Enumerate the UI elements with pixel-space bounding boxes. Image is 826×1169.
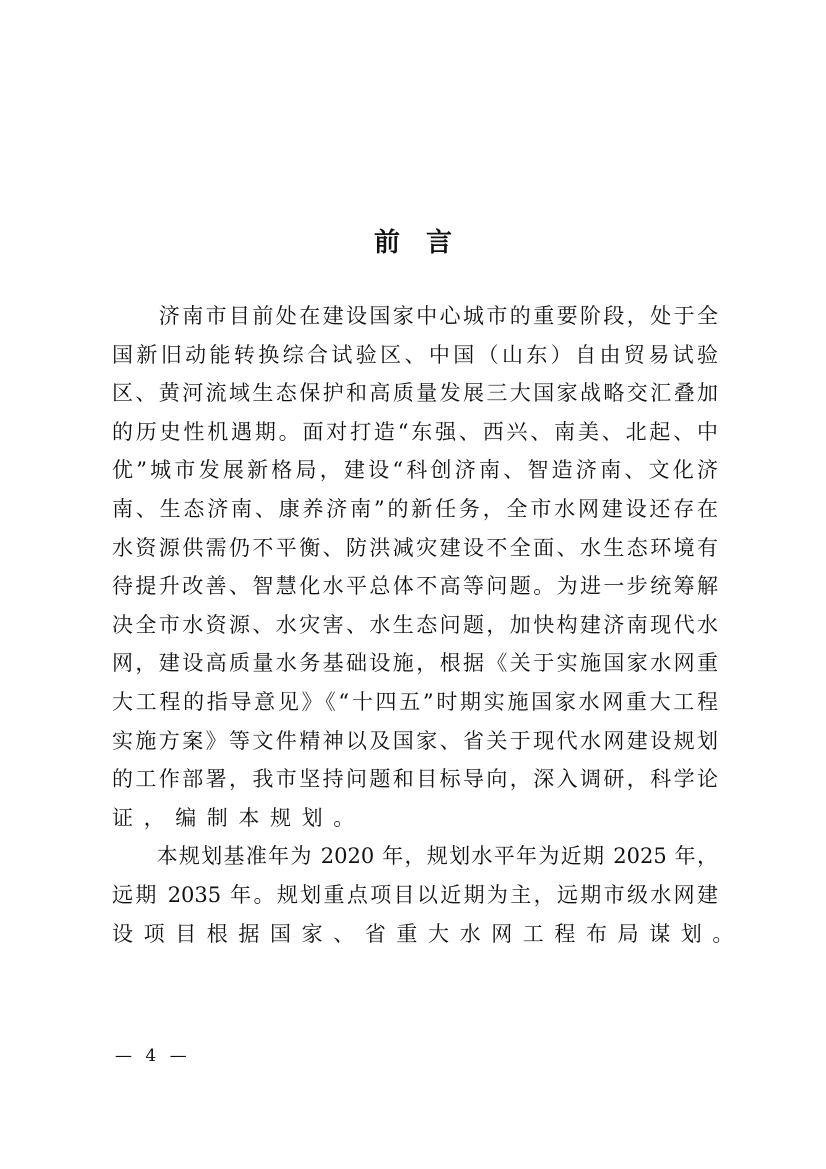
page-number: — 4 —	[115, 1046, 191, 1066]
text-line: 决全市水资源、水灾害、水生态问题，加快构建济南现代水	[112, 612, 718, 637]
text-line: 水资源供需仍不平衡、防洪减灾建设不全面、水生态环境有	[112, 535, 718, 560]
text-line: 的历史性机遇期。面对打造“东强、西兴、南美、北起、中	[112, 419, 718, 444]
text-line: 设项目根据国家、省重大水网工程布局谋划。	[112, 921, 744, 946]
document-body	[112, 297, 744, 953]
paragraph	[112, 297, 718, 837]
page-title: 前言	[373, 228, 478, 258]
text-line: 国新旧动能转换综合试验区、中国（山东）自由贸易试验	[112, 342, 718, 367]
text-line: 实施方案》等文件精神以及国家、省关于现代水网建设规划	[112, 728, 718, 753]
text-line: 网，建设高质量水务基础设施，根据《关于实施国家水网重	[112, 651, 718, 676]
text-line: 证，编制本规划。	[112, 805, 365, 830]
text-line: 优”城市发展新格局，建设“科创济南、智造济南、文化济	[112, 458, 718, 483]
text-line: 待提升改善、智慧化水平总体不高等问题。为进一步统筹解	[112, 574, 718, 599]
text-line: 的工作部署，我市坚持问题和目标导向，深入调研，科学论	[112, 767, 718, 792]
text-line: 区、黄河流域生态保护和高质量发展三大国家战略交汇叠加	[112, 381, 718, 406]
paragraph	[112, 837, 744, 953]
text-line: 南、生态济南、康养济南”的新任务，全市水网建设还存在	[112, 496, 718, 521]
text-line: 大工程的指导意见》《“十四五”时期实施国家水网重大工程	[112, 689, 718, 714]
text-line: 本规划基准年为 2020 年，规划水平年为近期 2025 年，	[112, 844, 718, 869]
text-line: 济南市目前处在建设国家中心城市的重要阶段，处于全	[112, 304, 718, 328]
text-line: 远期 2035 年。规划重点项目以近期为主，远期市级水网建	[112, 882, 718, 907]
